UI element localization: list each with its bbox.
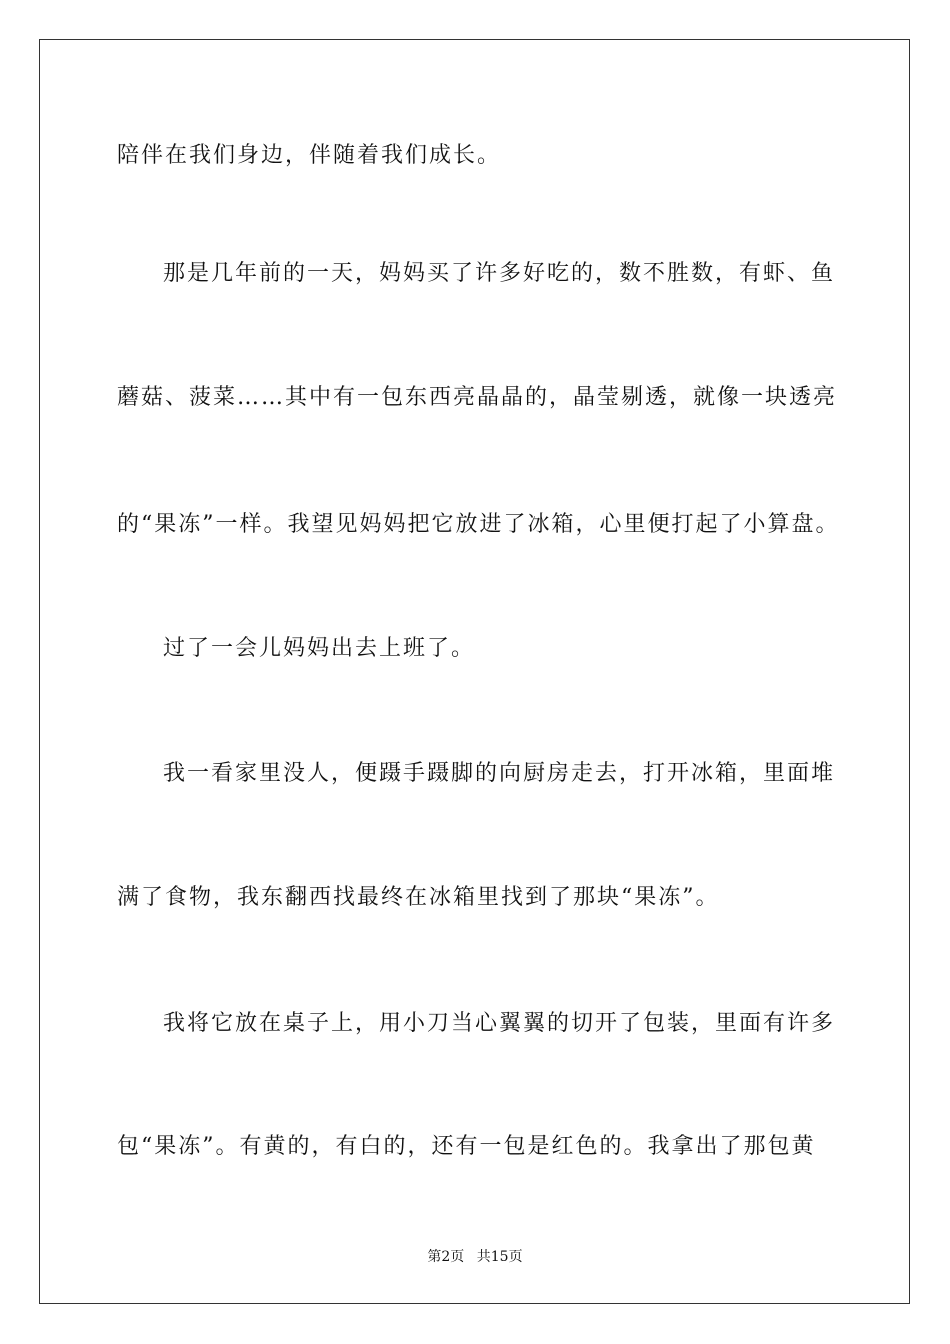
text-line-2: 那是几年前的一天，妈妈买了许多好吃的，数不胜数，有虾、鱼: [163, 261, 836, 286]
text-line-5: 过了一会儿妈妈出去上班了。: [163, 636, 476, 661]
page-border: [39, 39, 910, 1304]
text-line-8: 我将它放在桌子上，用小刀当心翼翼的切开了包装，里面有许多: [163, 1011, 836, 1036]
text-line-7: 满了食物，我东翻西找最终在冰箱里找到了那块“果冻”。: [117, 885, 720, 910]
text-line-9: 包“果冻”。有黄的，有白的，还有一包是红色的。我拿出了那包黄: [117, 1134, 816, 1159]
text-line-4: 的“果冻”一样。我望见妈妈把它放进了冰箱，心里便打起了小算盘。: [117, 512, 840, 537]
text-line-3: 蘑菇、菠菜……其中有一包东西亮晶晶的，晶莹剔透，就像一块透亮: [117, 385, 838, 410]
page-footer: [0, 1247, 950, 1267]
page-number: 第2页: [427, 1249, 465, 1265]
text-line-1: 陪伴在我们身边，伴随着我们成长。: [117, 143, 502, 168]
total-pages: 共15页: [476, 1249, 523, 1265]
text-line-6: 我一看家里没人，便蹑手蹑脚的向厨房走去，打开冰箱，里面堆: [163, 761, 836, 786]
